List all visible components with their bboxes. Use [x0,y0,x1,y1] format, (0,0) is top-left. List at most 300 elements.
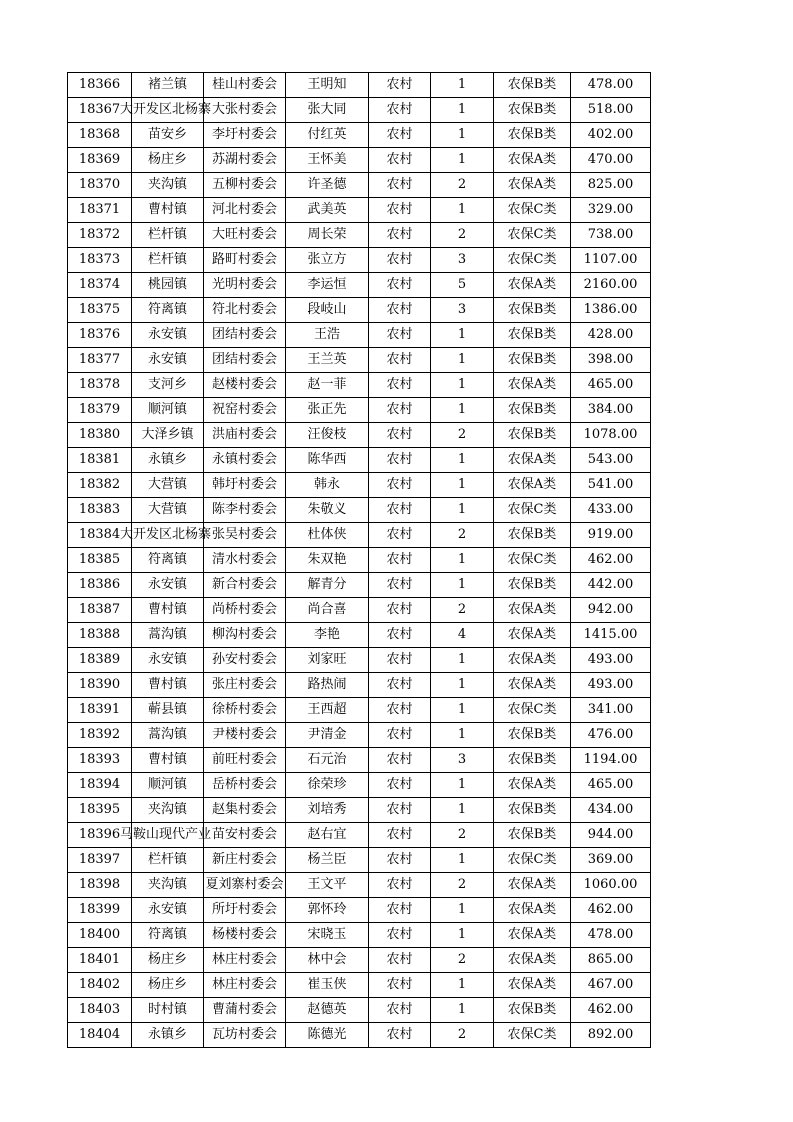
village-committee-cell-text: 符北村委会 [211,302,277,317]
record-id-cell: 18374 [68,273,132,298]
village-committee-cell-text: 尚桥村委会 [211,602,277,617]
table-row [68,248,651,273]
town-cell-text: 马鞍山现代产业 [120,827,212,842]
member-count-cell: 1 [431,198,494,223]
village-committee-cell [204,848,286,873]
member-count-cell: 1 [431,723,494,748]
village-committee-cell [204,873,286,898]
village-committee-cell [204,623,286,648]
village-committee-cell [204,573,286,598]
village-committee-cell [204,223,286,248]
town-cell [132,73,204,98]
village-committee-cell-text: 孙安村委会 [211,652,277,667]
person-name-cell: 王文平 [286,873,369,898]
village-committee-cell-text: 清水村委会 [211,552,277,567]
table-row [68,948,651,973]
person-name-cell: 尚合喜 [286,598,369,623]
amount-cell: 462.00 [571,898,651,923]
village-committee-cell-text: 光明村委会 [211,277,277,292]
insurance-category-cell: 农保B类 [494,323,571,348]
amount-cell: 478.00 [571,923,651,948]
member-count-cell: 1 [431,123,494,148]
town-cell-text: 大开发区北杨寨 [120,102,212,117]
record-id-cell: 18387 [68,598,132,623]
record-id-cell: 18369 [68,148,132,173]
amount-cell: 541.00 [571,473,651,498]
town-cell [132,773,204,798]
member-count-cell: 2 [431,598,494,623]
residence-type-cell: 农村 [369,773,431,798]
town-cell-text: 支河乡 [147,377,187,392]
residence-type-cell: 农村 [369,73,431,98]
record-id-cell: 18377 [68,348,132,373]
record-id-cell: 18382 [68,473,132,498]
record-id-cell: 18392 [68,723,132,748]
person-name-cell: 张大同 [286,98,369,123]
town-cell [132,898,204,923]
residence-type-cell: 农村 [369,523,431,548]
insurance-category-cell: 农保B类 [494,748,571,773]
amount-cell: 493.00 [571,673,651,698]
member-count-cell: 1 [431,848,494,873]
town-cell-text: 永镇乡 [147,1027,187,1042]
table-row [68,98,651,123]
person-name-cell: 王浩 [286,323,369,348]
town-cell [132,723,204,748]
person-name-cell: 石元治 [286,748,369,773]
residence-type-cell: 农村 [369,148,431,173]
village-committee-cell-text: 大张村委会 [211,102,277,117]
table-row [68,598,651,623]
record-id-cell: 18390 [68,673,132,698]
town-cell-text: 永安镇 [147,352,187,367]
table-row [68,648,651,673]
residence-type-cell: 农村 [369,998,431,1023]
town-cell-text: 永安镇 [147,577,187,592]
amount-cell: 518.00 [571,98,651,123]
amount-cell: 462.00 [571,998,651,1023]
person-name-cell: 王明知 [286,73,369,98]
insurance-category-cell: 农保C类 [494,1023,571,1048]
person-name-cell: 赵一菲 [286,373,369,398]
person-name-cell: 徐荣珍 [286,773,369,798]
village-committee-cell [204,773,286,798]
insurance-category-cell: 农保A类 [494,373,571,398]
person-name-cell: 路热闹 [286,673,369,698]
town-cell [132,923,204,948]
amount-cell: 470.00 [571,148,651,173]
insurance-category-cell: 农保A类 [494,773,571,798]
village-committee-cell-text: 洪庙村委会 [211,427,277,442]
record-id-cell: 18386 [68,573,132,598]
insurance-category-cell: 农保C类 [494,848,571,873]
amount-cell: 428.00 [571,323,651,348]
member-count-cell: 1 [431,973,494,998]
village-committee-cell [204,198,286,223]
town-cell-text: 符离镇 [147,552,187,567]
insurance-category-cell: 农保C类 [494,498,571,523]
record-id-cell: 18379 [68,398,132,423]
amount-cell: 476.00 [571,723,651,748]
amount-cell: 1386.00 [571,298,651,323]
town-cell-text: 时村镇 [147,1002,187,1017]
village-committee-cell-text: 林庄村委会 [211,952,277,967]
record-id-cell: 18383 [68,498,132,523]
village-committee-cell-text: 杨楼村委会 [211,927,277,942]
residence-type-cell: 农村 [369,698,431,723]
person-name-cell: 崔玉侠 [286,973,369,998]
person-name-cell: 周长荣 [286,223,369,248]
amount-cell: 942.00 [571,598,651,623]
record-id-cell: 18371 [68,198,132,223]
amount-cell: 919.00 [571,523,651,548]
member-count-cell: 1 [431,348,494,373]
person-name-cell: 赵右宜 [286,823,369,848]
record-id-cell: 18393 [68,748,132,773]
town-cell-text: 蕲县镇 [147,702,187,717]
town-cell [132,873,204,898]
person-name-cell: 许圣德 [286,173,369,198]
member-count-cell: 1 [431,923,494,948]
table-row [68,823,651,848]
town-cell [132,248,204,273]
residence-type-cell: 农村 [369,298,431,323]
member-count-cell: 1 [431,448,494,473]
town-cell [132,548,204,573]
village-committee-cell [204,273,286,298]
amount-cell: 442.00 [571,573,651,598]
village-committee-cell [204,998,286,1023]
village-committee-cell-text: 李圩村委会 [211,127,277,142]
table-row [68,673,651,698]
table-row [68,373,651,398]
member-count-cell: 2 [431,423,494,448]
person-name-cell: 王怀美 [286,148,369,173]
table-row [68,223,651,248]
town-cell [132,748,204,773]
amount-cell: 402.00 [571,123,651,148]
insurance-category-cell: 农保B类 [494,398,571,423]
town-cell [132,198,204,223]
table-row [68,298,651,323]
record-id-cell: 18381 [68,448,132,473]
town-cell-text: 符离镇 [147,927,187,942]
village-committee-cell-text: 新合村委会 [211,577,277,592]
town-cell [132,998,204,1023]
town-cell [120,98,212,123]
amount-cell: 1415.00 [571,623,651,648]
residence-type-cell: 农村 [369,498,431,523]
residence-type-cell: 农村 [369,623,431,648]
town-cell-text: 褚兰镇 [147,77,187,92]
town-cell-text: 曹村镇 [147,752,187,767]
table-row [68,973,651,998]
member-count-cell: 1 [431,648,494,673]
member-count-cell: 3 [431,298,494,323]
town-cell-text: 苗安乡 [147,127,187,142]
record-id-cell: 18395 [68,798,132,823]
insurance-category-cell: 农保B类 [494,348,571,373]
record-id-cell: 18368 [68,123,132,148]
village-committee-cell [204,923,286,948]
records-table [67,72,651,1048]
insurance-category-cell: 农保C类 [494,248,571,273]
town-cell [132,623,204,648]
residence-type-cell: 农村 [369,923,431,948]
insurance-category-cell: 农保A类 [494,923,571,948]
residence-type-cell: 农村 [369,423,431,448]
person-name-cell: 赵德英 [286,998,369,1023]
residence-type-cell: 农村 [369,648,431,673]
town-cell-text: 夹沟镇 [147,877,187,892]
town-cell [132,698,204,723]
member-count-cell: 2 [431,1023,494,1048]
town-cell [132,948,204,973]
record-id-cell: 18375 [68,298,132,323]
residence-type-cell: 农村 [369,473,431,498]
village-committee-cell [204,698,286,723]
table-row [68,398,651,423]
residence-type-cell: 农村 [369,1023,431,1048]
town-cell [132,798,204,823]
insurance-category-cell: 农保C类 [494,548,571,573]
town-cell [132,1023,204,1048]
table-row [68,498,651,523]
member-count-cell: 2 [431,523,494,548]
town-cell [132,673,204,698]
table-row [68,923,651,948]
person-name-cell: 武美英 [286,198,369,223]
table-row [68,348,651,373]
village-committee-cell-text: 张庄村委会 [211,677,277,692]
record-id-cell: 18380 [68,423,132,448]
village-committee-cell [204,748,286,773]
town-cell-text: 杨庄乡 [147,952,187,967]
village-committee-cell-text: 夏刘寨村委会 [205,877,284,892]
insurance-category-cell: 农保B类 [494,573,571,598]
amount-cell: 434.00 [571,798,651,823]
amount-cell: 465.00 [571,373,651,398]
residence-type-cell: 农村 [369,573,431,598]
person-name-cell: 宋晓玉 [286,923,369,948]
town-cell [132,348,204,373]
insurance-category-cell: 农保A类 [494,148,571,173]
member-count-cell: 2 [431,873,494,898]
record-id-cell: 18400 [68,923,132,948]
town-cell [132,173,204,198]
record-id-cell: 18378 [68,373,132,398]
insurance-category-cell: 农保B类 [494,423,571,448]
town-cell [132,298,204,323]
town-cell-text: 大营镇 [147,502,187,517]
person-name-cell: 尹清金 [286,723,369,748]
member-count-cell: 1 [431,73,494,98]
table-row [68,323,651,348]
village-committee-cell [204,323,286,348]
member-count-cell: 1 [431,148,494,173]
record-id-cell: 18394 [68,773,132,798]
village-committee-cell-text: 徐桥村委会 [211,702,277,717]
record-id-cell: 18370 [68,173,132,198]
insurance-category-cell: 农保B类 [494,998,571,1023]
town-cell [132,848,204,873]
town-cell-text: 大营镇 [147,477,187,492]
member-count-cell: 1 [431,673,494,698]
table-row [68,748,651,773]
table-row [68,123,651,148]
residence-type-cell: 农村 [369,723,431,748]
village-committee-cell [204,948,286,973]
village-committee-cell [204,723,286,748]
table-row [68,198,651,223]
village-committee-cell-text: 桂山村委会 [211,77,277,92]
residence-type-cell: 农村 [369,798,431,823]
village-committee-cell [204,248,286,273]
town-cell-text: 永安镇 [147,327,187,342]
village-committee-cell-text: 大旺村委会 [211,227,277,242]
town-cell-text: 符离镇 [147,302,187,317]
table-row [68,573,651,598]
person-name-cell: 杜体侠 [286,523,369,548]
village-committee-cell-text: 祝窑村委会 [211,402,277,417]
town-cell-text: 曹村镇 [147,202,187,217]
village-committee-cell [204,898,286,923]
village-committee-cell-text: 尹楼村委会 [211,727,277,742]
town-cell [120,823,212,848]
residence-type-cell: 农村 [369,973,431,998]
town-cell [132,398,204,423]
member-count-cell: 1 [431,573,494,598]
amount-cell: 1060.00 [571,873,651,898]
amount-cell: 1078.00 [571,423,651,448]
residence-type-cell: 农村 [369,373,431,398]
table-row [68,898,651,923]
residence-type-cell: 农村 [369,748,431,773]
member-count-cell: 2 [431,948,494,973]
person-name-cell: 陈德光 [286,1023,369,1048]
member-count-cell: 5 [431,273,494,298]
member-count-cell: 2 [431,823,494,848]
village-committee-cell [204,423,286,448]
insurance-category-cell: 农保B类 [494,73,571,98]
amount-cell: 467.00 [571,973,651,998]
amount-cell: 384.00 [571,398,651,423]
village-committee-cell-text: 团结村委会 [211,327,277,342]
records-body [68,73,651,1048]
village-committee-cell [204,73,286,98]
residence-type-cell: 农村 [369,398,431,423]
table-row [68,773,651,798]
village-committee-cell [204,123,286,148]
person-name-cell: 李艳 [286,623,369,648]
village-committee-cell-text: 韩圩村委会 [211,477,277,492]
record-id-cell: 18376 [68,323,132,348]
record-id-cell: 18403 [68,998,132,1023]
residence-type-cell: 农村 [369,98,431,123]
insurance-category-cell: 农保B类 [494,823,571,848]
person-name-cell: 张立方 [286,248,369,273]
residence-type-cell: 农村 [369,823,431,848]
village-committee-cell [204,373,286,398]
town-cell [132,448,204,473]
person-name-cell: 郭怀玲 [286,898,369,923]
residence-type-cell: 农村 [369,873,431,898]
table-row [68,523,651,548]
town-cell-text: 大泽乡镇 [141,427,194,442]
village-committee-cell [204,148,286,173]
town-cell-text: 曹村镇 [147,602,187,617]
member-count-cell: 1 [431,698,494,723]
residence-type-cell: 农村 [369,448,431,473]
village-committee-cell [204,598,286,623]
member-count-cell: 2 [431,223,494,248]
member-count-cell: 1 [431,473,494,498]
member-count-cell: 1 [431,398,494,423]
amount-cell: 2160.00 [571,273,651,298]
amount-cell: 892.00 [571,1023,651,1048]
town-cell [132,598,204,623]
town-cell [132,573,204,598]
village-committee-cell-text: 瓦坊村委会 [211,1027,277,1042]
member-count-cell: 1 [431,323,494,348]
village-committee-cell-text: 新庄村委会 [211,852,277,867]
insurance-category-cell: 农保C类 [494,198,571,223]
town-cell [132,223,204,248]
table-row [68,623,651,648]
town-cell-text: 蒿沟镇 [147,727,187,742]
insurance-category-cell: 农保B类 [494,523,571,548]
town-cell-text: 顺河镇 [147,777,187,792]
town-cell [132,323,204,348]
person-name-cell: 王西超 [286,698,369,723]
record-id-cell: 18385 [68,548,132,573]
record-id-cell: 18388 [68,623,132,648]
village-committee-cell [204,798,286,823]
insurance-category-cell: 农保B类 [494,298,571,323]
record-id-cell: 18384 [68,523,132,548]
member-count-cell: 1 [431,773,494,798]
village-committee-cell-text: 张吴村委会 [211,527,277,542]
town-cell-text: 曹村镇 [147,677,187,692]
person-name-cell: 李运恒 [286,273,369,298]
town-cell [120,523,212,548]
table-row [68,723,651,748]
village-committee-cell [204,823,286,848]
town-cell-text: 顺河镇 [147,402,187,417]
table-row [68,148,651,173]
village-committee-cell [204,973,286,998]
town-cell-text: 夹沟镇 [147,802,187,817]
member-count-cell: 3 [431,248,494,273]
member-count-cell: 1 [431,373,494,398]
person-name-cell: 陈华西 [286,448,369,473]
village-committee-cell [204,398,286,423]
amount-cell: 478.00 [571,73,651,98]
table-row [68,73,651,98]
town-cell-text: 永安镇 [147,652,187,667]
member-count-cell: 4 [431,623,494,648]
village-committee-cell-text: 前旺村委会 [211,752,277,767]
village-committee-cell [204,498,286,523]
table-row [68,448,651,473]
village-committee-cell-text: 所圩村委会 [211,902,277,917]
town-cell-text: 永镇乡 [147,452,187,467]
amount-cell: 865.00 [571,948,651,973]
town-cell [132,273,204,298]
person-name-cell: 汪俊枝 [286,423,369,448]
record-id-cell: 18366 [68,73,132,98]
member-count-cell: 1 [431,548,494,573]
